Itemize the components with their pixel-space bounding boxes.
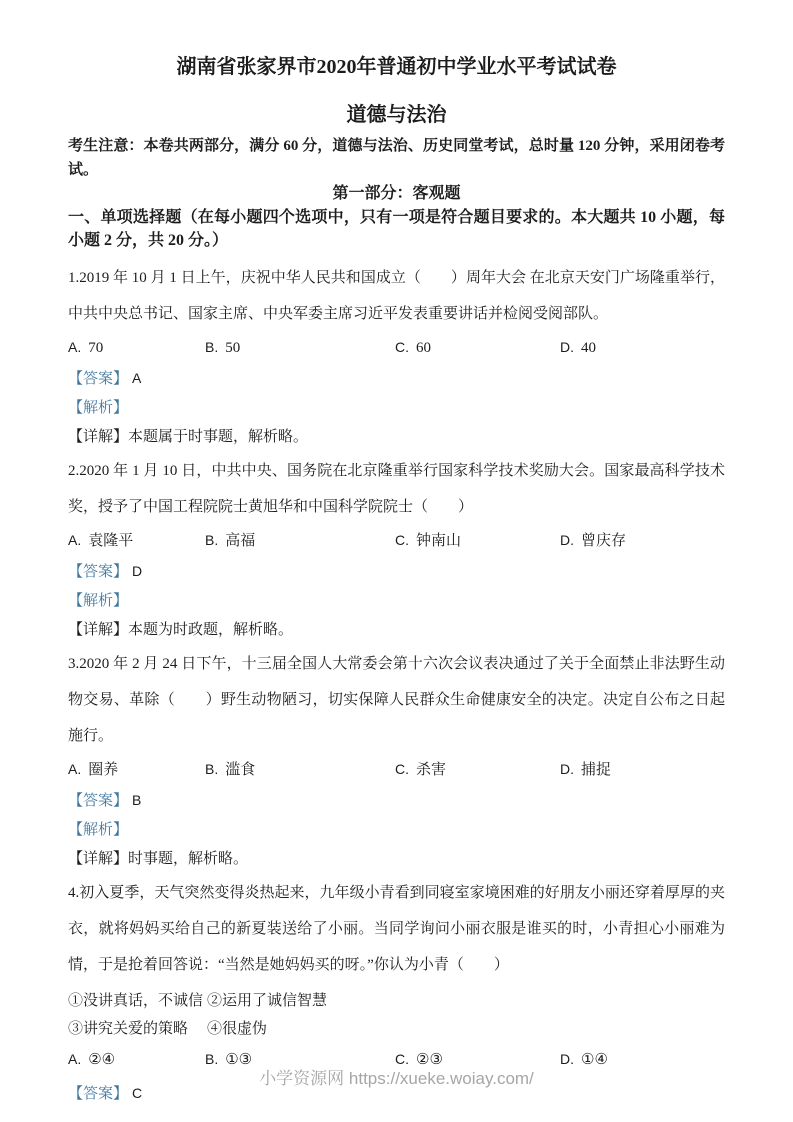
option-a-letter: A. bbox=[68, 532, 82, 548]
footer-watermark: 小学资源网 https://xueke.woiay.com/ bbox=[259, 1069, 534, 1088]
option-d-letter: D. bbox=[560, 339, 574, 355]
detail-text: 本题属于时事题，解析略。 bbox=[128, 429, 309, 445]
question-3-answer-row bbox=[68, 790, 725, 811]
question-2 bbox=[68, 453, 725, 640]
option-a-text: 70 bbox=[88, 340, 104, 356]
option-c-letter: C. bbox=[395, 532, 409, 548]
option-c bbox=[395, 758, 560, 781]
option-b-letter: B. bbox=[205, 532, 219, 548]
statement-2: ②运用了诚信智慧 bbox=[207, 993, 328, 1009]
option-b-text: 滥食 bbox=[225, 762, 256, 778]
option-b bbox=[205, 758, 395, 781]
option-a bbox=[68, 758, 205, 781]
question-2-analysis-row bbox=[68, 591, 725, 611]
answer-value: B bbox=[132, 792, 142, 808]
option-c-letter: C. bbox=[395, 761, 409, 777]
option-a-text: 袁隆平 bbox=[88, 533, 134, 549]
question-1 bbox=[68, 260, 725, 447]
question-1-options bbox=[68, 336, 725, 359]
detail-label: 【详解】 bbox=[68, 851, 129, 867]
option-a bbox=[68, 529, 205, 552]
question-3-analysis-row bbox=[68, 820, 725, 840]
question-1-detail-row bbox=[68, 427, 725, 447]
statement-3: ③讲究关爱的策略 bbox=[68, 1021, 189, 1037]
option-a-letter: A. bbox=[68, 761, 82, 777]
option-c bbox=[395, 336, 560, 359]
option-b-letter: B. bbox=[205, 761, 219, 777]
analysis-label: 【解析】 bbox=[68, 822, 129, 838]
question-2-options bbox=[68, 529, 725, 552]
option-d-text: 40 bbox=[581, 340, 596, 356]
option-d bbox=[560, 529, 725, 552]
option-b bbox=[205, 336, 395, 359]
option-b-text: 50 bbox=[225, 340, 241, 356]
option-d-letter: D. bbox=[560, 761, 574, 777]
option-a-letter: A. bbox=[68, 339, 82, 355]
statement-4: ④很虚伪 bbox=[207, 1021, 268, 1037]
option-c-letter: C. bbox=[395, 339, 409, 355]
option-c-text: 杀害 bbox=[416, 762, 447, 778]
question-3 bbox=[68, 646, 725, 869]
option-d bbox=[560, 758, 725, 781]
option-a bbox=[68, 336, 205, 359]
answer-label: 【答案】 bbox=[68, 793, 129, 809]
answer-value: A bbox=[132, 370, 142, 386]
question-3-detail-row bbox=[68, 849, 725, 869]
question-type-intro: 一、单项选择题（在每小题四个选项中，只有一项是符合题目要求的。本大题共 10 小题，每小题 2 分，共 20 分。） bbox=[68, 209, 725, 249]
answer-value: D bbox=[132, 563, 143, 579]
option-a-text: ②④ bbox=[88, 1052, 116, 1068]
option-b bbox=[205, 529, 395, 552]
answer-label: 【答案】 bbox=[68, 371, 129, 387]
section-heading: 第一部分：客观题 bbox=[332, 185, 461, 202]
question-3-stem: 3.2020 年 2 月 24 日下午，十三届全国人大常委会第十六次会议表决通过了关于全面禁止非法野生动物交易、革除（ ）野生动物陋习，切实保障人民群众生命健康安全的决定。决定自公布之日起施行。 bbox=[68, 656, 725, 744]
statement-1: ①没讲真话，不诚信 bbox=[68, 993, 204, 1009]
question-4-statements-row-1 bbox=[68, 991, 725, 1011]
option-b-letter: B. bbox=[205, 339, 219, 355]
option-d-letter: D. bbox=[560, 1051, 574, 1067]
answer-label: 【答案】 bbox=[68, 1086, 129, 1102]
option-c-letter: C. bbox=[395, 1051, 409, 1067]
option-c bbox=[395, 529, 560, 552]
option-b-letter: B. bbox=[205, 1051, 219, 1067]
answer-label: 【答案】 bbox=[68, 564, 129, 580]
detail-label: 【详解】 bbox=[68, 429, 129, 445]
option-d-text: ①④ bbox=[581, 1052, 608, 1068]
option-d bbox=[560, 336, 725, 359]
option-c-text: 钟南山 bbox=[416, 533, 462, 549]
detail-text: 本题为时政题，解析略。 bbox=[128, 622, 294, 638]
question-2-stem: 2.2020 年 1 月 10 日，中共中央、国务院在北京隆重举行国家科学技术奖励大会。国家最高科学技术奖，授予了中国工程院院士黄旭华和中国科学院院士（ ） bbox=[68, 463, 725, 515]
detail-text: 时事题，解析略。 bbox=[128, 851, 249, 867]
question-1-stem: 1.2019 年 10 月 1 日上午，庆祝中华人民共和国成立（ ）周年大会 在北京天安门广场隆重举行，中共中央总书记、国家主席、中央军委主席习近平发表重要讲话并检阅受阅部队。 bbox=[68, 270, 725, 322]
option-a-text: 圈养 bbox=[88, 762, 119, 778]
option-c-text: 60 bbox=[416, 340, 431, 356]
option-d-text: 曾庆存 bbox=[581, 533, 627, 549]
option-c-text: ②③ bbox=[416, 1052, 443, 1068]
question-4-statements-row-2 bbox=[68, 1019, 725, 1039]
subject-title: 道德与法治 bbox=[346, 104, 447, 126]
exam-notice: 考生注意：本卷共两部分，满分 60 分，道德与法治、历史同堂考试，总时量 120 分钟，采用闭卷考试。 bbox=[68, 138, 725, 178]
option-d-text: 捕捉 bbox=[581, 762, 612, 778]
question-4-stem: 4.初入夏季，天气突然变得炎热起来，九年级小青看到同寝室家境困难的好朋友小丽还穿着厚厚的夹衣，就将妈妈买给自己的新夏装送给了小丽。当同学询问小丽衣服是谁买的时，小青担心小丽难为情，于是抢着回答说：“当然是她妈妈买的呀。”你认为小青（ ） bbox=[68, 885, 725, 973]
analysis-label: 【解析】 bbox=[68, 593, 129, 609]
option-d-letter: D. bbox=[560, 532, 574, 548]
question-2-answer-row bbox=[68, 561, 725, 582]
question-2-detail-row bbox=[68, 620, 725, 640]
detail-label: 【详解】 bbox=[68, 622, 129, 638]
option-b-text: 高福 bbox=[225, 533, 256, 549]
answer-value: C bbox=[132, 1085, 143, 1101]
question-3-options bbox=[68, 758, 725, 781]
analysis-label: 【解析】 bbox=[68, 400, 129, 416]
option-b-text: ①③ bbox=[225, 1052, 253, 1068]
option-a-letter: A. bbox=[68, 1051, 82, 1067]
question-1-analysis-row bbox=[68, 398, 725, 418]
question-1-answer-row bbox=[68, 368, 725, 389]
page-title: 湖南省张家界市2020年普通初中学业水平考试试卷 bbox=[176, 56, 617, 78]
